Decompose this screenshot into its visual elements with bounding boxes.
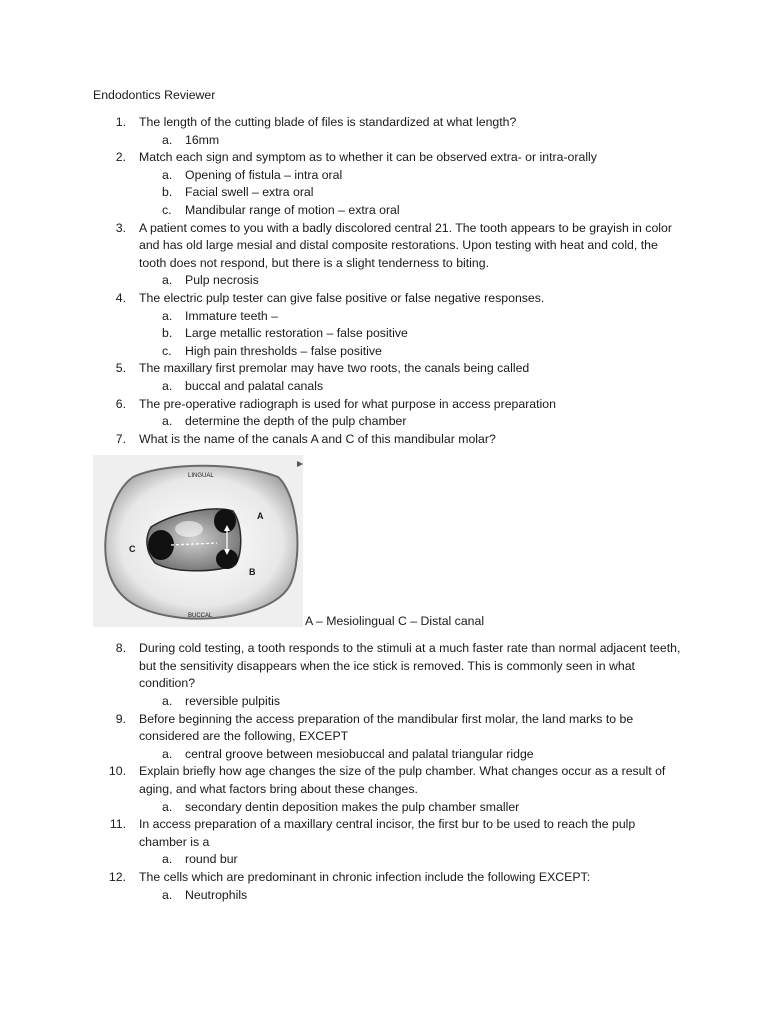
answer-letter: a. bbox=[162, 378, 173, 393]
question-item bbox=[93, 360, 683, 395]
answer-item bbox=[139, 851, 683, 869]
label-c: C bbox=[129, 544, 136, 555]
question-number: 8. bbox=[115, 641, 126, 656]
answer-letter: a. bbox=[162, 308, 173, 323]
question-text: The cells which are predominant in chronic infection include the following EXCEPT: bbox=[139, 870, 591, 884]
question-text: Before beginning the access preparation of the mandibular first molar, the land marks to be considered are the following, EXCEPT bbox=[139, 711, 634, 744]
question-item bbox=[93, 640, 683, 710]
answer-item bbox=[139, 132, 683, 150]
answer-text: secondary dentin deposition makes the pulp chamber smaller bbox=[185, 799, 520, 814]
answer-list bbox=[139, 887, 683, 905]
answer-letter: a. bbox=[162, 414, 173, 429]
answer-text: Large metallic restoration – false positive bbox=[185, 326, 408, 341]
answer-item bbox=[139, 693, 683, 711]
answer-list bbox=[139, 308, 683, 361]
answer-item bbox=[139, 799, 683, 817]
answer-list bbox=[139, 378, 683, 396]
answer-letter: a. bbox=[162, 273, 173, 288]
label-lingual: LINGUAL bbox=[188, 473, 214, 480]
answer-list bbox=[139, 851, 683, 869]
figure-row bbox=[93, 455, 683, 633]
molar-drawing bbox=[93, 455, 303, 627]
question-number: 4. bbox=[115, 290, 126, 305]
answer-item bbox=[139, 378, 683, 396]
answer-text: central groove between mesiobuccal and palatal triangular ridge bbox=[185, 746, 534, 761]
question-text: A patient comes to you with a badly discolored central 21. The tooth appears to be grayish in color and has old large mesial and distal composite restorations. Upon testing with heat and cold, the tooth does not respond, but there is a slight tenderness to biting. bbox=[139, 220, 672, 270]
question-number: 5. bbox=[115, 361, 126, 376]
question-number: 6. bbox=[115, 396, 126, 411]
answer-letter: a. bbox=[162, 132, 173, 147]
figure-answer-caption: A – Mesiolingual C – Distal canal bbox=[305, 614, 485, 629]
answer-letter: a. bbox=[162, 852, 173, 867]
question-list bbox=[93, 114, 683, 904]
question-item bbox=[93, 431, 683, 634]
question-text: The maxillary first premolar may have two roots, the canals being called bbox=[139, 361, 530, 376]
answer-item bbox=[139, 272, 683, 290]
answer-item bbox=[139, 184, 683, 202]
answer-item bbox=[139, 746, 683, 764]
answer-letter: a. bbox=[162, 887, 173, 902]
question-number: 1. bbox=[115, 115, 126, 129]
answer-item bbox=[139, 202, 683, 220]
answer-text: Neutrophils bbox=[185, 887, 248, 902]
answer-list bbox=[139, 799, 683, 817]
answer-list bbox=[139, 746, 683, 764]
question-text: Match each sign and symptom as to whether it can be observed extra- or intra-orally bbox=[139, 150, 597, 165]
answer-text: Facial swell – extra oral bbox=[185, 185, 314, 200]
answer-list bbox=[139, 413, 683, 431]
question-number: 7. bbox=[115, 431, 126, 446]
answer-list bbox=[139, 272, 683, 290]
question-text: The length of the cutting blade of files is standardized at what length? bbox=[139, 115, 517, 129]
label-b: B bbox=[249, 567, 256, 578]
question-item bbox=[93, 711, 683, 764]
answer-item bbox=[139, 413, 683, 431]
question-number: 9. bbox=[115, 711, 126, 726]
molar-cross-section-figure bbox=[93, 455, 303, 627]
answer-item bbox=[139, 308, 683, 326]
answer-list bbox=[139, 693, 683, 711]
answer-letter: c. bbox=[162, 202, 172, 217]
question-item bbox=[93, 396, 683, 431]
answer-item bbox=[139, 167, 683, 185]
answer-text: reversible pulpitis bbox=[185, 694, 281, 709]
answer-text: Mandibular range of motion – extra oral bbox=[185, 202, 400, 217]
question-item bbox=[93, 149, 683, 219]
label-a: A bbox=[257, 511, 264, 522]
label-buccal: BUCCAL bbox=[188, 613, 213, 620]
chamber-highlight bbox=[175, 521, 203, 537]
document-title: Endodontics Reviewer bbox=[93, 88, 216, 102]
answer-letter: a. bbox=[162, 694, 173, 709]
answer-letter: a. bbox=[162, 799, 173, 814]
question-number: 11. bbox=[109, 817, 126, 832]
answer-item bbox=[139, 887, 683, 905]
answer-letter: b. bbox=[162, 326, 173, 341]
question-item bbox=[93, 816, 683, 869]
answer-text: Opening of fistula – intra oral bbox=[185, 167, 343, 182]
answer-text: Pulp necrosis bbox=[185, 273, 259, 288]
answer-text: 16mm bbox=[185, 132, 220, 147]
answer-item bbox=[139, 343, 683, 361]
answer-list bbox=[139, 167, 683, 220]
question-number: 3. bbox=[115, 220, 126, 235]
answer-letter: a. bbox=[162, 167, 173, 182]
answer-text: round bur bbox=[185, 852, 238, 867]
question-item bbox=[93, 869, 683, 904]
question-text: In access preparation of a maxillary central incisor, the first bur to be used to reach the pulp chamber is a bbox=[139, 817, 636, 849]
question-item bbox=[93, 114, 683, 149]
question-number: 2. bbox=[115, 150, 126, 165]
question-text: The pre-operative radiograph is used for what purpose in access preparation bbox=[139, 396, 556, 411]
question-item bbox=[93, 763, 683, 816]
answer-text: Immature teeth – bbox=[185, 308, 278, 323]
canal-c-orifice bbox=[148, 530, 174, 560]
question-item bbox=[93, 290, 683, 360]
question-number: 12. bbox=[108, 870, 126, 884]
answer-letter: b. bbox=[162, 185, 173, 200]
question-text: What is the name of the canals A and C of this mandibular molar? bbox=[139, 431, 496, 446]
answer-text: determine the depth of the pulp chamber bbox=[185, 414, 407, 429]
answer-text: High pain thresholds – false positive bbox=[185, 343, 382, 358]
question-text: Explain briefly how age changes the size of the pulp chamber. What changes occur as a result of aging, and what factors bring about these changes. bbox=[139, 764, 666, 797]
answer-text: buccal and palatal canals bbox=[185, 378, 324, 393]
question-text: During cold testing, a tooth responds to the stimuli at a much faster rate than normal adjacent teeth, but the sensitivity disappears when the ice stick is removed. This is commonly seen in what condition? bbox=[139, 641, 681, 691]
answer-letter: a. bbox=[162, 746, 173, 761]
answer-letter: c. bbox=[162, 343, 172, 358]
question-item bbox=[93, 220, 683, 290]
answer-item bbox=[139, 325, 683, 343]
question-number: 10. bbox=[108, 764, 126, 779]
question-text: The electric pulp tester can give false positive or false negative responses. bbox=[139, 290, 545, 305]
answer-list bbox=[139, 132, 683, 150]
